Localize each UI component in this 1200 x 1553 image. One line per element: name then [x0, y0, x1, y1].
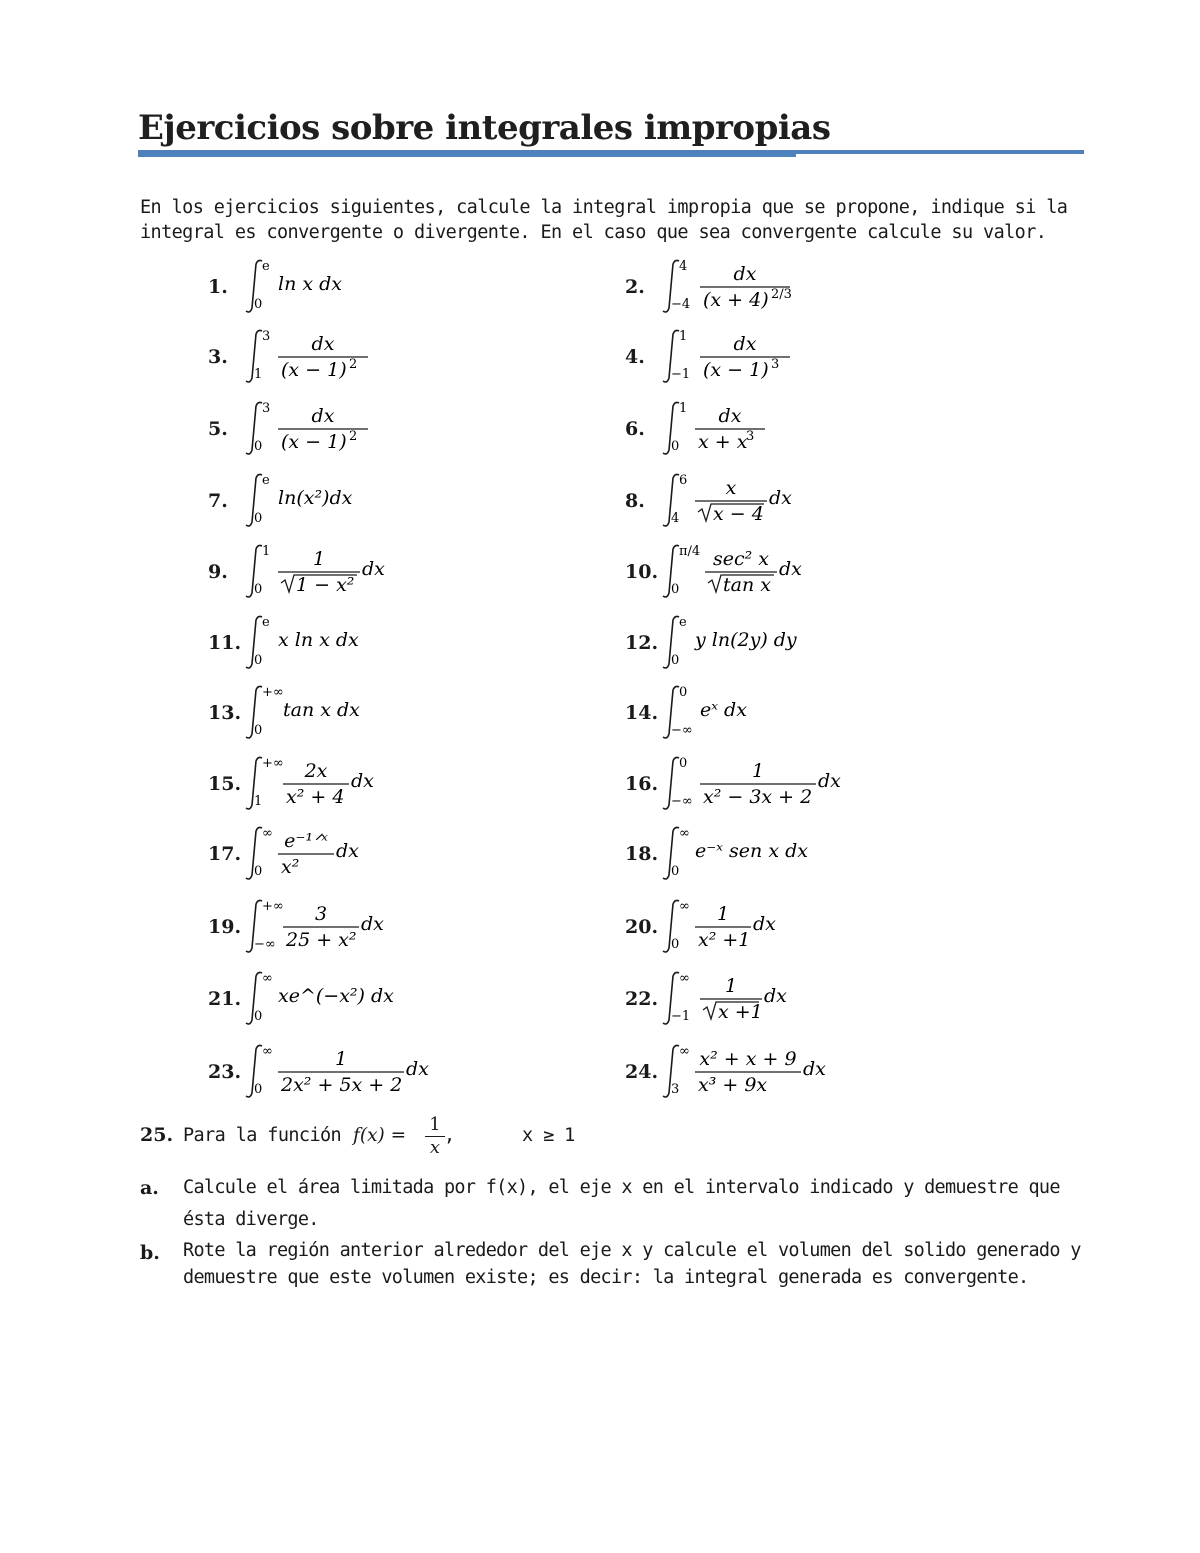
integral-svg: [246, 614, 506, 676]
lower-limit: 0: [254, 723, 263, 738]
denominator: x + x: [698, 431, 748, 453]
lower-limit: 0: [254, 653, 263, 668]
upper-limit: ∞: [679, 899, 690, 914]
integral-formula: [246, 328, 506, 388]
integral-svg: [663, 543, 923, 605]
differential: dx: [764, 985, 787, 1007]
upper-limit: 3: [262, 329, 271, 344]
integral-formula: [246, 472, 506, 532]
exercise-number: 9.: [208, 561, 228, 583]
integral-svg: [663, 970, 923, 1032]
exercise-number: 20.: [625, 916, 659, 938]
problem-25-number: 25.: [140, 1124, 174, 1146]
integral-svg: [246, 755, 506, 817]
part-b-label: b.: [140, 1242, 160, 1264]
numerator: dx: [718, 405, 742, 427]
integral-svg: [246, 684, 506, 746]
exercise-number: 23.: [208, 1061, 242, 1083]
numerator: 3: [314, 903, 328, 925]
lower-limit: 0: [254, 582, 263, 597]
integral-svg: [246, 1043, 506, 1105]
integral-formula: [663, 472, 923, 532]
integral-svg: [663, 1043, 923, 1105]
numerator: 1: [716, 903, 730, 925]
integral-formula: [246, 755, 506, 815]
exercise-number: 24.: [625, 1061, 659, 1083]
denominator-exponent: 3: [771, 357, 780, 372]
upper-limit: 0: [679, 685, 688, 700]
lower-limit: 0: [671, 937, 680, 952]
integral-formula: [663, 543, 923, 603]
integrand: ln(x²)dx: [278, 487, 353, 509]
denominator: 1 − x²: [296, 574, 355, 596]
integral-svg: [246, 258, 506, 320]
integral-formula: [663, 328, 923, 388]
upper-limit: ∞: [679, 826, 690, 841]
fraction-numerator: 1: [429, 1114, 441, 1135]
upper-limit: ∞: [679, 1044, 690, 1059]
denominator: x² − 3x + 2: [703, 786, 813, 808]
integral-formula: [663, 970, 923, 1030]
lower-limit: 3: [671, 1082, 680, 1097]
numerator: 1: [334, 1048, 348, 1070]
integral-formula: [246, 400, 506, 460]
integral-formula: [663, 1043, 923, 1103]
problem-25-domain: x ≥ 1: [522, 1125, 575, 1146]
differential: dx: [406, 1058, 429, 1080]
denominator: x² +1: [698, 929, 751, 951]
instructions-paragraph: En los ejercicios siguientes, calcule la integral impropia que se propone, indique si la integral es convergente o divergente. En el caso que sea convergente calcule su valor.: [140, 197, 1068, 243]
exercise-number: 11.: [208, 632, 242, 654]
upper-limit: e: [262, 615, 270, 630]
lower-limit: 0: [254, 1082, 263, 1097]
integral-svg: [246, 898, 506, 960]
lower-limit: 0: [254, 1009, 263, 1024]
part-a-text: Calcule el área limitada por f(x), el eje x en el intervalo indicado y demuestre que ésta diverge.: [183, 1177, 1060, 1230]
lower-limit: −1: [671, 367, 691, 382]
integral-formula: [246, 258, 506, 318]
integral-svg: [663, 755, 923, 817]
integral-formula: [663, 898, 923, 958]
numerator: dx: [311, 405, 335, 427]
integrand: tan x dx: [283, 699, 360, 721]
lower-limit: 0: [254, 511, 263, 526]
integral-formula: [246, 898, 506, 958]
integrand: e⁻ˣ sen x dx: [695, 840, 808, 862]
integral-formula: [663, 400, 923, 460]
upper-limit: π/4: [679, 544, 701, 559]
exercise-number: 15.: [208, 773, 242, 795]
integral-svg: [246, 970, 506, 1032]
integral-svg: [246, 825, 506, 887]
integral-formula: [663, 258, 923, 318]
exercise-number: 6.: [625, 418, 645, 440]
denominator-exponent: 2/3: [771, 287, 792, 302]
lower-limit: −4: [671, 297, 691, 312]
upper-limit: 1: [679, 401, 688, 416]
numerator: dx: [733, 333, 757, 355]
page-title: Ejercicios sobre integrales impropias: [138, 108, 831, 148]
numerator: dx: [311, 333, 335, 355]
upper-limit: 0: [679, 756, 688, 771]
upper-limit: ∞: [262, 1044, 273, 1059]
upper-limit: ∞: [262, 826, 273, 841]
part-b-text: Rote la región anterior alrededor del eje x y calcule el volumen del solido generado y demuestre que este volumen existe; es decir: la integral generada es convergente.: [183, 1240, 1081, 1288]
denominator: (x − 1): [281, 431, 347, 453]
integral-formula: [663, 684, 923, 744]
upper-limit: e: [262, 259, 270, 274]
numerator: sec² x: [712, 548, 770, 570]
lower-limit: 0: [254, 297, 263, 312]
upper-limit: ∞: [679, 971, 690, 986]
upper-limit: 6: [679, 473, 688, 488]
integrand: xe^(−x²) dx: [278, 985, 394, 1007]
upper-limit: 4: [679, 259, 688, 274]
integral-formula: [246, 684, 506, 744]
denominator: (x + 4): [703, 289, 769, 311]
title-underline-accent: [138, 154, 796, 157]
lower-limit: 0: [671, 653, 680, 668]
integrand: y ln(2y) dy: [695, 629, 797, 651]
denominator: x² + 4: [286, 786, 345, 808]
lower-limit: −∞: [254, 937, 276, 952]
integral-formula: [246, 825, 506, 885]
upper-limit: +∞: [262, 899, 284, 914]
integral-svg: [246, 328, 506, 390]
denominator: x +1: [718, 1001, 763, 1023]
integral-svg: [246, 400, 506, 462]
lower-limit: 1: [254, 794, 263, 809]
lower-limit: 0: [671, 582, 680, 597]
exercise-number: 4.: [625, 346, 645, 368]
integral-svg: [663, 472, 923, 534]
upper-limit: +∞: [262, 756, 284, 771]
differential: dx: [803, 1058, 826, 1080]
differential: dx: [779, 558, 802, 580]
denominator: 2x² + 5x + 2: [281, 1074, 403, 1096]
numerator: 1: [724, 975, 738, 997]
integral-svg: [663, 328, 923, 390]
integral-svg: [246, 472, 506, 534]
denominator: x³ + 9x: [698, 1074, 768, 1096]
upper-limit: +∞: [262, 685, 284, 700]
integral-formula: [663, 755, 923, 815]
differential: dx: [818, 770, 841, 792]
integral-svg: [663, 400, 923, 462]
denominator: tan x: [723, 574, 771, 596]
integral-svg: [663, 825, 923, 887]
numerator: x: [725, 477, 737, 499]
lower-limit: 0: [254, 439, 263, 454]
upper-limit: ∞: [262, 971, 273, 986]
integral-svg: [663, 614, 923, 676]
denominator-exponent: 3: [746, 429, 755, 444]
integral-formula: [246, 1043, 506, 1103]
differential: dx: [351, 770, 374, 792]
exercise-number: 12.: [625, 632, 659, 654]
differential: dx: [336, 840, 359, 862]
exercise-number: 7.: [208, 490, 228, 512]
integral-svg: [663, 898, 923, 960]
numerator: 1: [751, 760, 765, 782]
integrand: x ln x dx: [278, 629, 359, 651]
denominator: (x − 1): [703, 359, 769, 381]
integral-formula: [246, 970, 506, 1030]
exercise-number: 13.: [208, 702, 242, 724]
integrand: eˣ dx: [700, 699, 747, 721]
exercise-number: 21.: [208, 988, 242, 1010]
lower-limit: 4: [671, 511, 680, 526]
exercise-number: 1.: [208, 276, 228, 298]
denominator: 25 + x²: [286, 929, 357, 951]
problem-25-lead: Para la función: [183, 1125, 342, 1146]
part-a-label: a.: [140, 1177, 159, 1199]
exercise-number: 22.: [625, 988, 659, 1010]
upper-limit: 3: [262, 401, 271, 416]
denominator: x²: [281, 856, 300, 878]
integral-formula: [246, 543, 506, 603]
integral-svg: [663, 258, 923, 320]
lower-limit: 0: [671, 864, 680, 879]
differential: dx: [361, 913, 384, 935]
comma: ,: [444, 1125, 455, 1146]
denominator-exponent: 2: [349, 357, 358, 372]
denominator-exponent: 2: [349, 429, 358, 444]
numerator: e⁻¹ᐟˣ: [284, 830, 328, 852]
upper-limit: 1: [679, 329, 688, 344]
lower-limit: −1: [671, 1009, 691, 1024]
integral-formula: [663, 825, 923, 885]
exercise-number: 5.: [208, 418, 228, 440]
exercise-number: 16.: [625, 773, 659, 795]
integral-svg: [246, 543, 506, 605]
fraction-denominator: x: [429, 1137, 441, 1158]
lower-limit: −∞: [671, 723, 693, 738]
upper-limit: 1: [262, 544, 271, 559]
denominator: x − 4: [713, 503, 764, 525]
numerator: 1: [312, 548, 326, 570]
differential: dx: [753, 913, 776, 935]
integrand: ln x dx: [278, 273, 342, 295]
exercise-number: 2.: [625, 276, 645, 298]
lower-limit: 1: [254, 367, 263, 382]
exercise-number: 19.: [208, 916, 242, 938]
integral-formula: [663, 614, 923, 674]
numerator: 2x: [304, 760, 328, 782]
exercise-number: 17.: [208, 843, 242, 865]
denominator: (x − 1): [281, 359, 347, 381]
differential: dx: [362, 558, 385, 580]
lower-limit: −∞: [671, 794, 693, 809]
lower-limit: 0: [671, 439, 680, 454]
numerator: x² + x + 9: [699, 1048, 797, 1070]
exercise-number: 14.: [625, 702, 659, 724]
upper-limit: e: [262, 473, 270, 488]
exercise-number: 3.: [208, 346, 228, 368]
integral-formula: [246, 614, 506, 674]
exercise-number: 10.: [625, 561, 659, 583]
problem-25-function: f(x) =: [353, 1125, 407, 1146]
differential: dx: [769, 487, 792, 509]
problem-25-fraction: [425, 1114, 445, 1159]
exercise-number: 8.: [625, 490, 645, 512]
upper-limit: e: [679, 615, 687, 630]
exercise-number: 18.: [625, 843, 659, 865]
integral-svg: [663, 684, 923, 746]
lower-limit: 0: [254, 864, 263, 879]
numerator: dx: [733, 263, 757, 285]
